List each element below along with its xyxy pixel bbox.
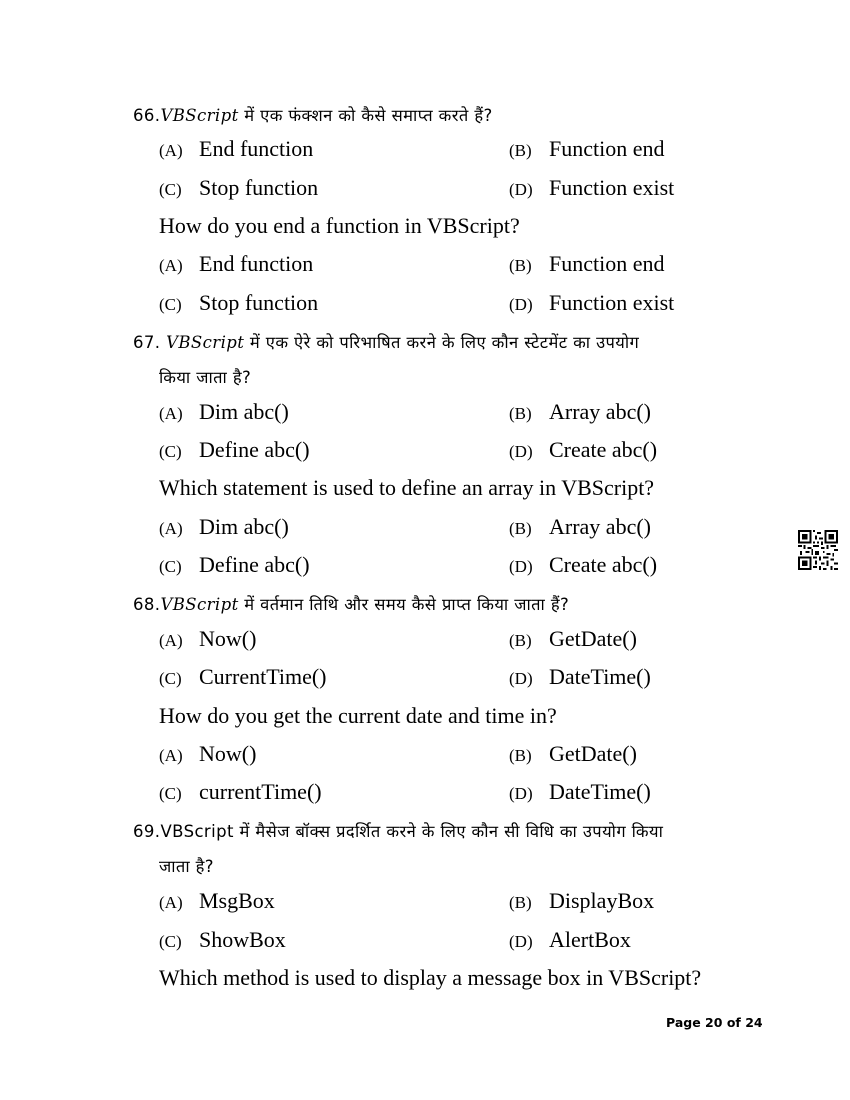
option-b — [509, 888, 654, 914]
option-b — [509, 626, 637, 652]
option-text: Now() — [199, 741, 257, 766]
option-label: (A) — [159, 519, 183, 538]
option-c — [159, 175, 318, 201]
page-footer — [666, 1015, 763, 1030]
question-66-hindi — [133, 103, 493, 126]
option-label: (B) — [509, 631, 532, 650]
question-68-hindi — [133, 592, 569, 615]
question-text-hindi: में एक ऐरे को परिभाषित करने के लिए कौन स्टेटमेंट का उपयोग — [244, 333, 640, 352]
option-label: (A) — [159, 404, 183, 423]
question-text-hindi: में वर्तमान तिथि और समय कैसे प्राप्त किया जाता हैं? — [238, 595, 570, 614]
option-text: MsgBox — [199, 888, 275, 913]
option-text: Dim abc() — [199, 514, 289, 539]
option-a — [159, 514, 289, 540]
question-67-hindi-line2: किया जाता है? — [159, 368, 252, 387]
option-label: (A) — [159, 141, 183, 160]
option-d — [509, 175, 674, 201]
option-c — [159, 664, 327, 690]
option-label: (D) — [509, 784, 533, 803]
option-text: Function end — [549, 136, 665, 161]
option-text: Array abc() — [549, 399, 651, 424]
question-number: 68. — [133, 595, 161, 614]
vbscript-term: VBScript — [166, 333, 245, 352]
question-number: 67. — [133, 333, 167, 352]
vbscript-term: VBScript — [160, 595, 239, 614]
option-text: DisplayBox — [549, 888, 655, 913]
option-c — [159, 779, 322, 805]
option-a — [159, 136, 313, 162]
option-c — [159, 927, 286, 953]
option-label: (A) — [159, 893, 183, 912]
question-69-english: Which method is used to display a message box in VBScript? — [159, 965, 702, 990]
option-text: ShowBox — [199, 927, 286, 952]
option-c — [159, 552, 310, 578]
option-label: (C) — [159, 557, 182, 576]
option-text: Stop function — [199, 290, 319, 315]
option-text: Function exist — [549, 290, 675, 315]
option-a — [159, 251, 313, 277]
option-label: (B) — [509, 141, 532, 160]
option-d — [509, 437, 657, 463]
option-text: Array abc() — [549, 514, 651, 539]
option-a — [159, 741, 256, 767]
option-d — [509, 927, 631, 953]
option-d — [509, 290, 674, 316]
option-label: (C) — [159, 669, 182, 688]
option-label: (B) — [509, 746, 532, 765]
question-67-hindi — [133, 330, 639, 353]
option-b — [509, 399, 651, 425]
option-b — [509, 741, 637, 767]
total-pages: 24 — [745, 1015, 763, 1030]
question-68-english: How do you get the current date and time in? — [159, 703, 557, 728]
option-c — [159, 290, 318, 316]
question-number: 69. — [133, 822, 161, 841]
option-text: End function — [199, 251, 314, 276]
option-text: Dim abc() — [199, 399, 289, 424]
option-label: (A) — [159, 256, 183, 275]
option-text: Create abc() — [549, 552, 658, 577]
option-a — [159, 399, 289, 425]
option-text: Define abc() — [199, 552, 310, 577]
option-label: (D) — [509, 295, 533, 314]
option-b — [509, 514, 651, 540]
question-66-english: How do you end a function in VBScript? — [159, 213, 520, 238]
option-text: AlertBox — [549, 927, 631, 952]
option-label: (A) — [159, 746, 183, 765]
option-label: (C) — [159, 784, 182, 803]
option-text: CurrentTime() — [199, 664, 327, 689]
qr-code-icon — [798, 530, 838, 570]
option-label: (B) — [509, 256, 532, 275]
option-label: (C) — [159, 932, 182, 951]
option-label: (B) — [509, 893, 532, 912]
of-word: of — [726, 1015, 741, 1030]
option-text: Function end — [549, 251, 665, 276]
option-text: End function — [199, 136, 314, 161]
option-text: DateTime() — [549, 664, 651, 689]
option-label: (B) — [509, 519, 532, 538]
option-b — [509, 136, 665, 162]
option-label: (D) — [509, 180, 533, 199]
option-a — [159, 888, 275, 914]
option-text: GetDate() — [549, 626, 637, 651]
option-text: currentTime() — [199, 779, 322, 804]
option-label: (D) — [509, 669, 533, 688]
question-69-hindi-line2: जाता है? — [159, 857, 214, 876]
option-text: DateTime() — [549, 779, 651, 804]
option-d — [509, 552, 657, 578]
option-label: (D) — [509, 557, 533, 576]
option-d — [509, 779, 651, 805]
question-text-hindi: में मैसेज बॉक्स प्रदर्शित करने के लिए कौन सी विधि का उपयोग किया — [233, 822, 664, 841]
question-67-english: Which statement is used to define an array in VBScript? — [159, 475, 655, 500]
option-c — [159, 437, 310, 463]
vbscript-term: VBScript — [160, 822, 234, 841]
option-text: Define abc() — [199, 437, 310, 462]
page-word: Page — [666, 1015, 701, 1030]
option-label: (C) — [159, 295, 182, 314]
option-label: (A) — [159, 631, 183, 650]
vbscript-term: VBScript — [160, 106, 239, 125]
question-69-hindi — [133, 819, 663, 842]
option-text: Function exist — [549, 175, 675, 200]
option-b — [509, 251, 665, 277]
option-label: (B) — [509, 404, 532, 423]
option-text: Now() — [199, 626, 257, 651]
current-page: 20 — [705, 1015, 723, 1030]
option-label: (C) — [159, 180, 182, 199]
question-number: 66. — [133, 106, 161, 125]
option-a — [159, 626, 256, 652]
question-text-hindi: में एक फंक्शन को कैसे समाप्त करते हैं? — [238, 106, 493, 125]
option-label: (D) — [509, 932, 533, 951]
option-label: (D) — [509, 442, 533, 461]
option-text: Stop function — [199, 175, 319, 200]
option-text: Create abc() — [549, 437, 658, 462]
option-text: GetDate() — [549, 741, 637, 766]
option-label: (C) — [159, 442, 182, 461]
option-d — [509, 664, 651, 690]
